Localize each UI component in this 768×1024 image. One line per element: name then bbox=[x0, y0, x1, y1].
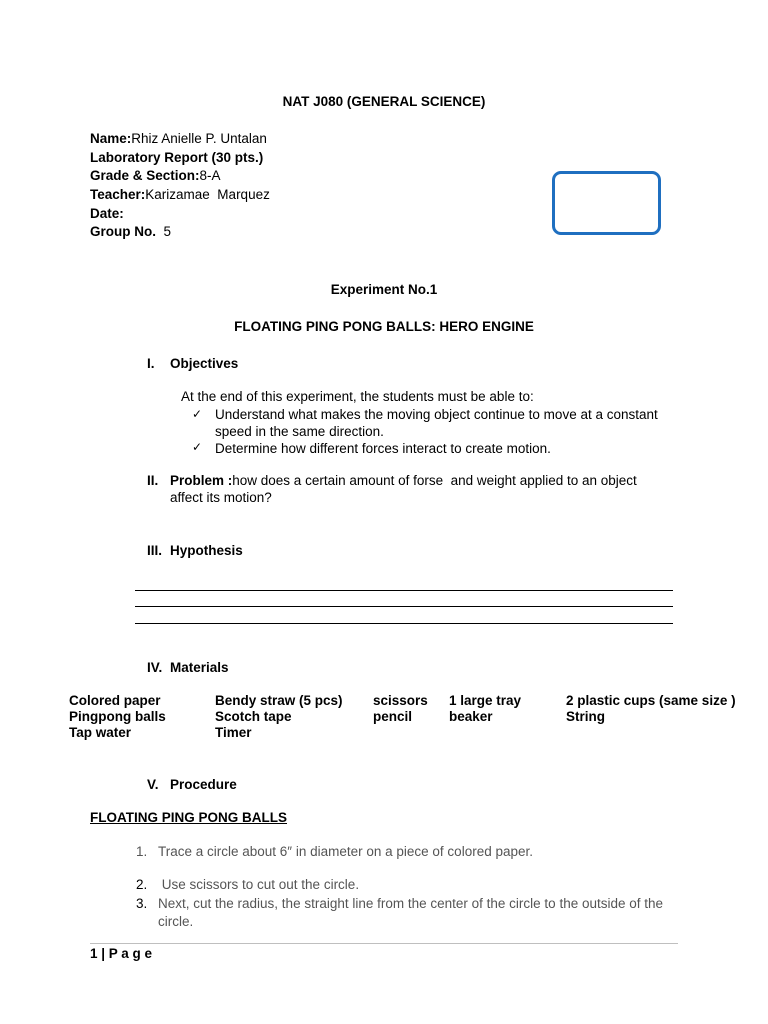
experiment-number: Experiment No.1 bbox=[330, 282, 438, 297]
grade-label: Grade & Section: bbox=[90, 168, 200, 183]
problem-line1 bbox=[170, 473, 637, 488]
step-text: Trace a circle about 6″ in diameter on a piece of colored paper. bbox=[158, 844, 533, 859]
teacher-label: Teacher: bbox=[90, 187, 146, 202]
step-number: 3. bbox=[136, 896, 148, 911]
material-item: Timer bbox=[215, 725, 252, 740]
material-item: 2 plastic cups (same size ) bbox=[566, 693, 736, 708]
step-text-continued: circle. bbox=[158, 914, 194, 929]
procedure-heading: Procedure bbox=[170, 777, 237, 792]
step-text: Use scissors to cut out the circle. bbox=[158, 877, 360, 892]
material-item: String bbox=[566, 709, 605, 724]
objectives-heading: Objectives bbox=[170, 356, 239, 371]
material-item: pencil bbox=[373, 709, 413, 724]
experiment-title: FLOATING PING PONG BALLS: HERO ENGINE bbox=[234, 319, 534, 334]
hypothesis-heading: Hypothesis bbox=[170, 543, 243, 558]
objectives-intro: At the end of this experiment, the students must be able to: bbox=[181, 389, 534, 404]
material-item: beaker bbox=[449, 709, 493, 724]
score-box bbox=[552, 171, 661, 235]
report-label: Laboratory Report (30 pts.) bbox=[90, 150, 264, 165]
page-number: 1 | P a g e bbox=[90, 946, 153, 961]
objectives-numeral: I. bbox=[147, 356, 155, 371]
material-item: Bendy straw (5 pcs) bbox=[215, 693, 343, 708]
footer-divider bbox=[90, 943, 678, 944]
check-mark-icon: ✓ bbox=[192, 440, 203, 454]
procedure-numeral: V. bbox=[147, 777, 159, 792]
material-item: scissors bbox=[373, 693, 428, 708]
materials-numeral: IV. bbox=[147, 660, 163, 675]
hypothesis-answer-line[interactable] bbox=[135, 606, 673, 607]
grade-line bbox=[90, 168, 221, 183]
hypothesis-answer-line[interactable] bbox=[135, 590, 673, 591]
check-mark-icon: ✓ bbox=[192, 407, 203, 421]
group-value: 5 bbox=[163, 224, 172, 239]
step-number: 2. bbox=[136, 877, 148, 892]
grade-value: 8-A bbox=[199, 168, 221, 183]
problem-numeral: II. bbox=[147, 473, 159, 488]
step-text: Next, cut the radius, the straight line from the center of the circle to the outside of the bbox=[158, 896, 664, 911]
group-line bbox=[90, 224, 171, 239]
teacher-value: Karizamae Marquez bbox=[145, 187, 270, 202]
material-item: Scotch tape bbox=[215, 709, 292, 724]
group-label: Group No. bbox=[90, 224, 156, 239]
problem-text: how does a certain amount of forse and weight applied to an object bbox=[232, 473, 637, 488]
procedure-subheading: FLOATING PING PONG BALLS bbox=[90, 810, 287, 825]
material-item: 1 large tray bbox=[449, 693, 522, 708]
materials-heading: Materials bbox=[170, 660, 229, 675]
teacher-line bbox=[90, 187, 270, 202]
objective-item-1-line1: Understand what makes the moving object continue to move at a constant bbox=[215, 407, 658, 422]
hypothesis-answer-line[interactable] bbox=[135, 623, 673, 624]
date-label: Date: bbox=[90, 206, 124, 221]
objective-item-1-line2: speed in the same direction. bbox=[215, 424, 384, 439]
course-title: NAT J080 (GENERAL SCIENCE) bbox=[282, 94, 486, 109]
hypothesis-numeral: III. bbox=[147, 543, 163, 558]
objective-item-2: Determine how different forces interact to create motion. bbox=[215, 441, 551, 456]
problem-heading: Problem : bbox=[170, 473, 233, 488]
problem-line2: affect its motion? bbox=[170, 490, 272, 505]
name-line bbox=[90, 131, 267, 146]
material-item: Tap water bbox=[69, 725, 132, 740]
name-value: Rhiz Anielle P. Untalan bbox=[131, 131, 267, 146]
step-number: 1. bbox=[136, 844, 148, 859]
name-label: Name: bbox=[90, 131, 132, 146]
material-item: Colored paper bbox=[69, 693, 161, 708]
material-item: Pingpong balls bbox=[69, 709, 166, 724]
